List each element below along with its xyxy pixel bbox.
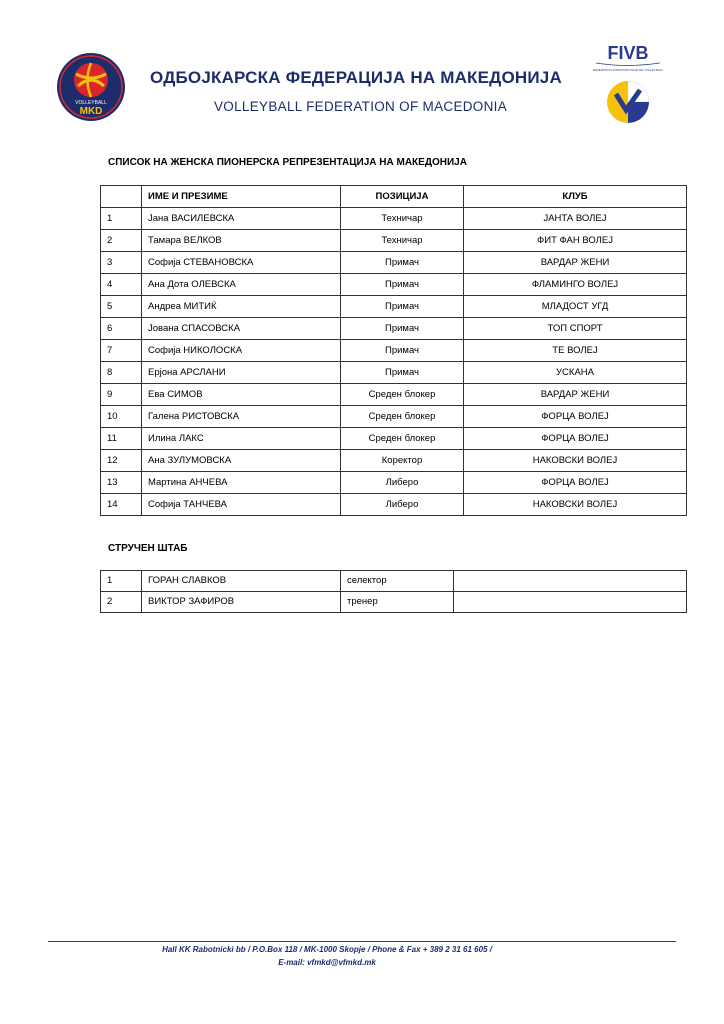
table-row [101,296,687,318]
row-number: 1 [101,571,142,592]
row-number: 7 [101,340,142,362]
player-club: ЈАНТА ВОЛЕЈ [464,208,687,230]
player-club: НАКОВСКИ ВОЛЕЈ [464,450,687,472]
staff-role: тренер [341,592,454,613]
player-name: Софија НИКОЛОСКА [142,340,341,362]
table-row [101,362,687,384]
row-number: 10 [101,406,142,428]
roster-heading: СПИСОК НА ЖЕНСКА ПИОНЕРСКА РЕПРЕЗЕНТАЦИЈА НА МАКЕДОНИЈА [108,157,467,168]
player-club: НАКОВСКИ ВОЛЕЈ [464,494,687,516]
player-position: Примач [341,340,464,362]
row-number: 3 [101,252,142,274]
row-number: 14 [101,494,142,516]
table-row [101,592,687,613]
table-row [101,384,687,406]
table-row [101,340,687,362]
player-name: Јана ВАСИЛЕВСКА [142,208,341,230]
staff-table [100,570,687,613]
volleyball-mkd-logo [56,52,126,122]
player-position: Примач [341,274,464,296]
player-club: ФЛАМИНГО ВОЛЕЈ [464,274,687,296]
player-name: Софија ТАНЧЕВА [142,494,341,516]
column-header-name: ИМЕ И ПРЕЗИМЕ [142,186,341,208]
federation-title-mk: ОДБОЈКАРСКА ФЕДЕРАЦИЈА НА МАКЕДОНИЈА [150,68,562,87]
roster-header-row [101,186,687,208]
player-club: ФОРЦА ВОЛЕЈ [464,472,687,494]
logo-left-text-bottom: MKD [79,106,103,117]
player-position: Коректор [341,450,464,472]
table-row [101,406,687,428]
player-position: Среден блокер [341,428,464,450]
player-position: Техничар [341,230,464,252]
footer-email: E-mail: vfmkd@vfmkd.mk [278,958,376,967]
fivb-logo-subtext: FEDERATION INTERNATIONALE DE VOLLEYBALL [592,68,664,72]
player-club: ФОРЦА ВОЛЕЈ [464,406,687,428]
row-number: 1 [101,208,142,230]
player-club: ФИТ ФАН ВОЛЕЈ [464,230,687,252]
table-row [101,252,687,274]
table-row [101,428,687,450]
row-number: 13 [101,472,142,494]
staff-heading: СТРУЧЕН ШТАБ [108,543,188,554]
player-position: Примач [341,318,464,340]
player-name: Ана ЗУЛУМОВСКА [142,450,341,472]
column-header-club: КЛУБ [464,186,687,208]
player-club: ВАРДАР ЖЕНИ [464,252,687,274]
table-row [101,274,687,296]
row-number: 6 [101,318,142,340]
player-position: Примач [341,252,464,274]
player-club: ФОРЦА ВОЛЕЈ [464,428,687,450]
column-header-position: ПОЗИЦИЈА [341,186,464,208]
staff-extra [454,571,687,592]
staff-role: селектор [341,571,454,592]
federation-title-en: VOLLEYBALL FEDERATION OF MACEDONIA [214,99,508,114]
player-name: Јована СПАСОВСКА [142,318,341,340]
table-row [101,450,687,472]
player-name: Ана Дота ОЛЕВСКА [142,274,341,296]
player-name: Ева СИМОВ [142,384,341,406]
staff-name: ВИКТОР ЗАФИРОВ [142,592,341,613]
player-position: Либеро [341,494,464,516]
player-position: Примач [341,362,464,384]
player-name: Мартина АНЧЕВА [142,472,341,494]
player-name: Галена РИСТОВСКА [142,406,341,428]
logo-left-text-top: VOLLEYBALL [75,100,107,106]
row-number: 9 [101,384,142,406]
player-name: Илина ЛАКС [142,428,341,450]
table-row [101,318,687,340]
player-name: Тамара ВЕЛКОВ [142,230,341,252]
column-header-number [101,186,142,208]
player-name: Андреа МИТИЌ [142,296,341,318]
footer-address: Hall KK Rabotnicki bb / P.O.Box 118 / MK-1000 Skopje / Phone & Fax + 389 2 31 61 605 / [162,945,492,954]
player-club: ТЕ ВОЛЕЈ [464,340,687,362]
player-club: ВАРДАР ЖЕНИ [464,384,687,406]
table-row [101,571,687,592]
player-position: Примач [341,296,464,318]
table-row [101,494,687,516]
table-row [101,472,687,494]
fivb-logo [590,42,666,126]
row-number: 12 [101,450,142,472]
row-number: 5 [101,296,142,318]
player-position: Техничар [341,208,464,230]
table-row [101,230,687,252]
row-number: 8 [101,362,142,384]
player-position: Среден блокер [341,406,464,428]
row-number: 2 [101,230,142,252]
row-number: 11 [101,428,142,450]
staff-name: ГОРАН СЛАВКОВ [142,571,341,592]
player-position: Либеро [341,472,464,494]
table-row [101,208,687,230]
player-name: Ерјона АРСЛАНИ [142,362,341,384]
player-club: ТОП СПОРТ [464,318,687,340]
row-number: 2 [101,592,142,613]
player-position: Среден блокер [341,384,464,406]
player-name: Софија СТЕВАНОВСКА [142,252,341,274]
fivb-logo-text: FIVB [607,43,649,63]
row-number: 4 [101,274,142,296]
footer-divider [48,941,676,942]
roster-table [100,185,687,516]
player-club: МЛАДОСТ УГД [464,296,687,318]
player-club: УСКАНА [464,362,687,384]
staff-extra [454,592,687,613]
